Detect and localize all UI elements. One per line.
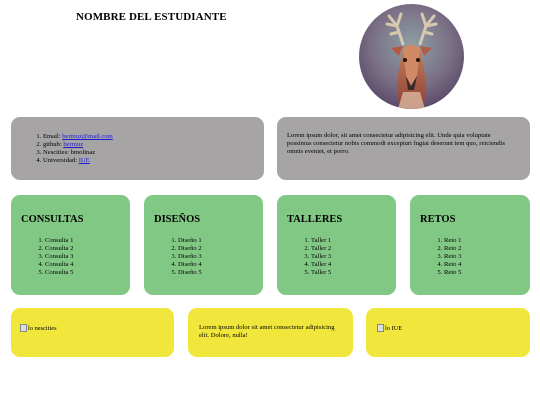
image-alt-text: lo nescities: [28, 324, 57, 332]
list-item: [43, 141, 264, 149]
list-item: 4. Reto 4: [444, 261, 530, 269]
card-list: [21, 237, 130, 277]
list-item: 3. Diseño 3: [178, 253, 263, 261]
card-list: [420, 237, 530, 277]
card-list: [287, 237, 396, 277]
contact-info-list: [23, 133, 264, 165]
email-link[interactable]: bermuz@mail.com: [62, 133, 113, 140]
github-link[interactable]: bermuz: [63, 141, 84, 148]
card-list: [154, 237, 263, 277]
list-item: 2. Reto 2: [444, 245, 530, 253]
card-title: CONSULTAS: [21, 214, 84, 225]
page-title: NOMBRE DEL ESTUDIANTE: [76, 11, 227, 23]
nescities-logo-broken-image: [20, 324, 57, 332]
list-item: 4. Taller 4: [311, 261, 396, 269]
list-item: 3. Consulta 3: [45, 253, 130, 261]
iue-logo-panel: [366, 308, 530, 357]
card-retos: [410, 195, 530, 295]
list-item: 3. Reto 3: [444, 253, 530, 261]
deer-illustration: [359, 4, 464, 109]
image-alt-text: lo IUE: [385, 324, 403, 332]
list-item: 3. Taller 3: [311, 253, 396, 261]
footer-text-panel: [188, 308, 353, 357]
list-item: 1. Diseño 1: [178, 237, 263, 245]
contact-info-panel: [11, 117, 264, 180]
list-item: 1. Reto 1: [444, 237, 530, 245]
card-consultas: [11, 195, 130, 295]
broken-image-icon: [20, 324, 27, 332]
list-item: 1. Taller 1: [311, 237, 396, 245]
list-item: 2. Diseño 2: [178, 245, 263, 253]
card-disenos: [144, 195, 263, 295]
list-item: 1. Consulta 1: [45, 237, 130, 245]
card-talleres: [277, 195, 396, 295]
list-item: [43, 133, 264, 141]
list-item: 4. Consulta 4: [45, 261, 130, 269]
card-title: TALLERES: [287, 214, 343, 225]
list-item: 5. Taller 5: [311, 269, 396, 277]
nescities-label: Nescities: bmolinaz: [43, 149, 96, 156]
email-label: Email:: [43, 133, 63, 140]
github-label: github:: [43, 141, 64, 148]
nescities-logo-panel: [11, 308, 174, 357]
list-item: 5. Reto 5: [444, 269, 530, 277]
list-item: [43, 157, 264, 165]
list-item: 5. Diseño 5: [178, 269, 263, 277]
profile-avatar-deer-image: [359, 4, 464, 109]
iue-logo-broken-image: [377, 324, 402, 332]
list-item: 5. Consulta 5: [45, 269, 130, 277]
university-link[interactable]: IUE: [78, 157, 90, 164]
about-panel: [277, 117, 530, 180]
broken-image-icon: [377, 324, 384, 332]
list-item: 4. Diseño 4: [178, 261, 263, 269]
card-title: RETOS: [420, 214, 456, 225]
list-item: 2. Consulta 2: [45, 245, 130, 253]
about-text: Lorem ipsum dolor, sit amet consectetur adipisicing elit. Unde quia voluptate possimus consectetur nobis commodi excepturi fugiat deserunt tem quo, reiciendis omnis eveniet, et porro.: [287, 132, 505, 155]
card-title: DISEÑOS: [154, 214, 201, 225]
footer-text: Lorem ipsum dolor sit amet consectetur adipisicing elit. Dolore, nulla!: [199, 324, 335, 339]
list-item: [43, 149, 264, 157]
list-item: 2. Taller 2: [311, 245, 396, 253]
university-label: Universidad:: [43, 157, 79, 164]
